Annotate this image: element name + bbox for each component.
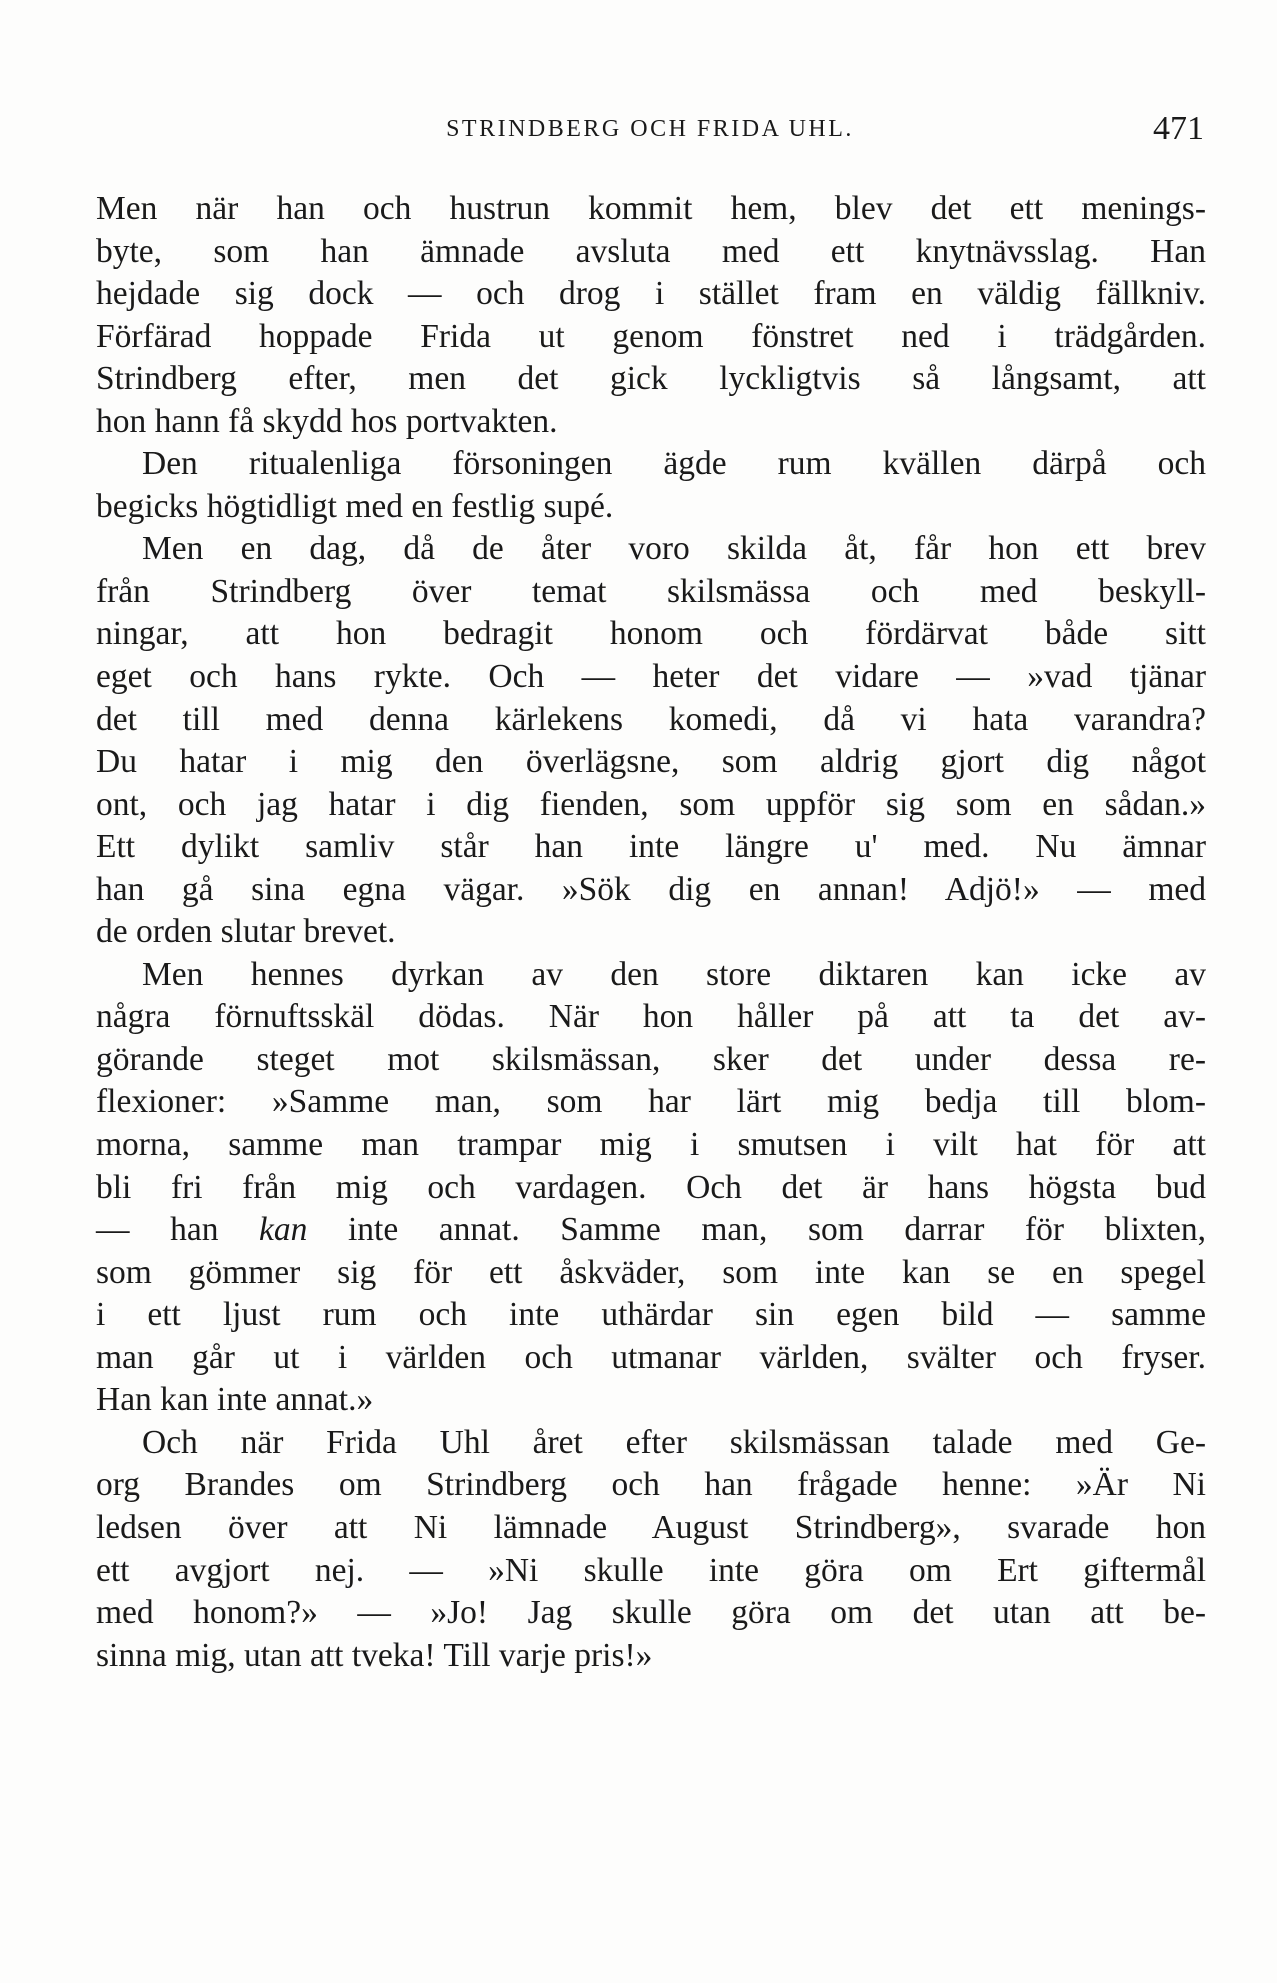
text-line: hon hann få skydd hos portvakten. xyxy=(96,402,558,440)
text-line: byte, som han ämnade avsluta med ett knytnävsslag. Han xyxy=(96,232,1206,270)
text-line: eget och hans rykte. Och — heter det vidare — »vad tjänar xyxy=(96,658,1206,696)
text-line: i ett ljust rum och inte uthärdar sin egen bild — samme xyxy=(96,1296,1206,1334)
text-line: Och när Frida Uhl året efter skilsmässan talade med Ge- xyxy=(142,1423,1206,1461)
text-line: Men när han och hustrun kommit hem, blev det ett menings- xyxy=(96,190,1206,227)
text-line: hejdade sig dock — och drog i stället fram en väldig fällkniv. xyxy=(96,275,1206,313)
running-title: STRINDBERG OCH FRIDA UHL. xyxy=(446,116,854,142)
text-line: sinna mig, utan att tveka! Till varje pris!» xyxy=(96,1636,653,1674)
text-line: det till med denna kärlekens komedi, då vi hata varandra? xyxy=(96,700,1206,738)
text-line: han gå sina egna vägar. »Sök dig en annan! Adjö!» — med xyxy=(96,870,1206,908)
text-line: Förfärad hoppade Frida ut genom fönstret ned i trädgården. xyxy=(96,317,1206,355)
text-line: Strindberg efter, men det gick lyckligtvis så långsamt, att xyxy=(96,360,1206,398)
text-line: ningar, att hon bedragit honom och fördärvat både sitt xyxy=(96,615,1206,653)
text-line: några förnuftsskäl dödas. När hon håller på att ta det av- xyxy=(96,998,1206,1036)
text-line: ledsen över att Ni lämnade August Strindberg», svarade hon xyxy=(96,1508,1206,1546)
text-line: ont, och jag hatar i dig fienden, som uppför sig som en sådan.» xyxy=(96,785,1206,823)
text-line: begicks högtidligt med en festlig supé. xyxy=(96,487,614,525)
text-line: de orden slutar brevet. xyxy=(96,913,396,951)
text-line: Han kan inte annat.» xyxy=(96,1381,374,1419)
text-line: ett avgjort nej. — »Ni skulle inte göra om Ert giftermål xyxy=(96,1551,1206,1589)
text-line: från Strindberg över temat skilsmässa och med beskyll- xyxy=(96,572,1206,610)
text-line: flexioner: »Samme man, som har lärt mig bedja till blom- xyxy=(96,1083,1206,1121)
text-line: Ett dylikt samliv står han inte längre u' med. Nu ämnar xyxy=(96,828,1206,866)
emphasis: kan xyxy=(259,1211,308,1249)
text-line: morna, samme man trampar mig i smutsen i vilt hat för att xyxy=(96,1126,1206,1164)
text-line: bli fri från mig och vardagen. Och det är hans högsta bud xyxy=(96,1168,1206,1206)
text-line: man går ut i världen och utmanar världen, svälter och fryser. xyxy=(96,1338,1206,1376)
text-line: som gömmer sig för ett åskväder, som inte kan se en spegel xyxy=(96,1253,1206,1291)
text-line: Den ritualenliga försoningen ägde rum kvällen därpå och xyxy=(142,445,1206,483)
body-text xyxy=(96,188,1206,1677)
text-line: görande steget mot skilsmässan, sker det under dessa re- xyxy=(96,1040,1206,1078)
text-line: Du hatar i mig den överlägsne, som aldrig gjort dig något xyxy=(96,743,1206,781)
running-head xyxy=(96,108,1204,148)
text-line: — han kan inte annat. Samme man, som darrar för blixten, xyxy=(96,1211,1206,1249)
text-line: org Brandes om Strindberg och han frågade henne: »Är Ni xyxy=(96,1466,1206,1504)
text-line: Men en dag, då de åter voro skilda åt, får hon ett brev xyxy=(142,530,1206,568)
text-line: Men hennes dyrkan av den store diktaren kan icke av xyxy=(142,955,1206,993)
page-number: 471 xyxy=(1153,110,1204,147)
text-line: med honom?» — »Jo! Jag skulle göra om det utan att be- xyxy=(96,1594,1206,1632)
